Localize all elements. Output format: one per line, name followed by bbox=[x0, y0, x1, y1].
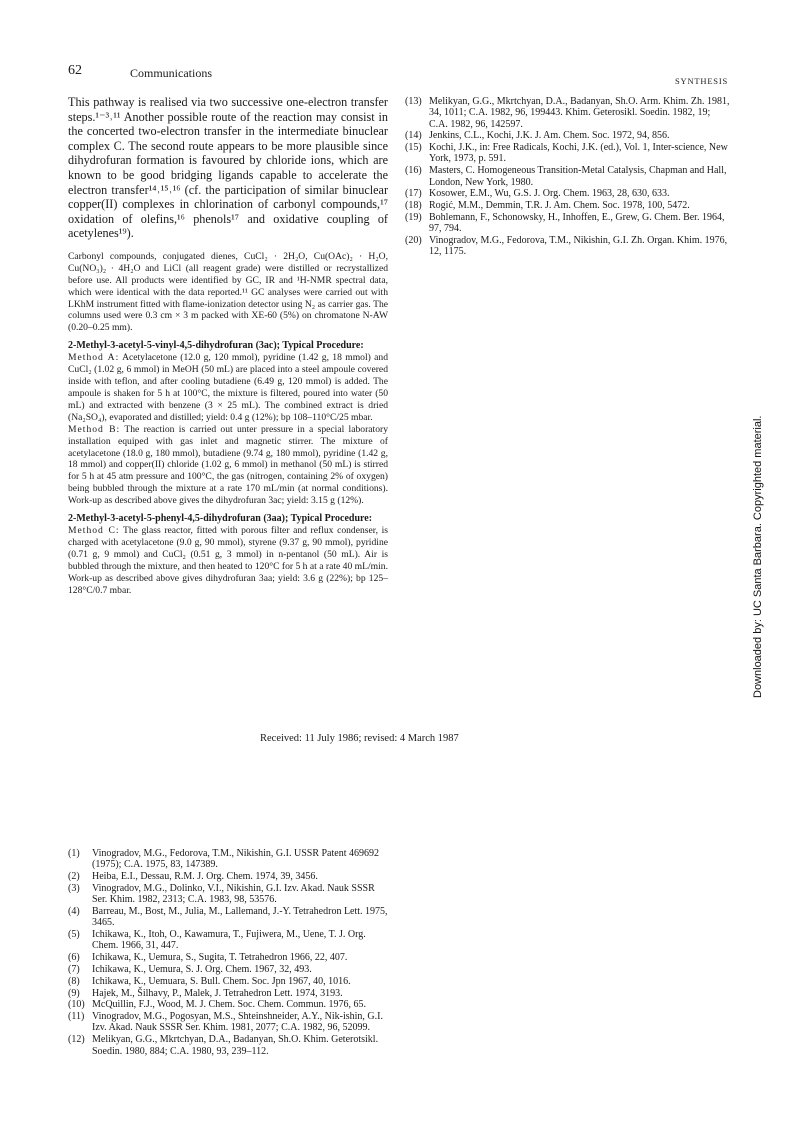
intro-paragraph: This pathway is realised via two successive one-electron transfer steps.¹⁻³˒¹¹ Another possible route of the reaction may consist in the concerted two-electron transfer in the intermediate binuclear complex C. The second route appears to be more plausible since dihydrofuran formation is favoured by chloride ions, which are known to be good bridging ligands capable to accelerate the electron transfer¹⁴˒¹⁵˒¹⁶ (cf. the participation of similar binuclear copper(II) complexes in chlorination of carbonyl compounds,¹⁷ oxidation of olefins,¹⁶ phenols¹⁷ and oxidative coupling of acetylenes¹⁹). bbox=[68, 95, 388, 241]
reference-text: Kochi, J.K., in: Free Radicals, Kochi, J.K. (ed.), Vol. 1, Inter-science, New York, 1973, p. 591. bbox=[429, 142, 728, 165]
reference-item bbox=[68, 906, 390, 929]
experimental-section bbox=[68, 251, 388, 597]
reference-text: McQuillin, F.J., Wood, M. J. Chem. Soc. Chem. Commun. 1976, 65. bbox=[92, 999, 367, 1011]
reference-number: (20) bbox=[405, 235, 422, 247]
section-title: Communications bbox=[130, 66, 212, 80]
method-b-text: The reaction is carried out unter pressure in a special laboratory installation equiped with gas inlet and magnetic stirrer. The mixture of acetylacetone (18.0 g, 180 mmol), butadiene (9.74 g, 180 mmol), pyridine (1.42 g, 18 mmol) and copper(II) chloride (1.02 g, 6 mmol) in methanol (50 mL) is stirred for 5 h at 45 atm pressure and 100°C, the gas (nitrogen, containing 2% of oxygen) being bubbled through the mixture at a rate 170 mL/min (at normal conditions). Work-up as described above gives the dihydrofuran 3ac; yield: 3.15 g (12%). bbox=[68, 423, 388, 507]
reference-item bbox=[68, 964, 390, 975]
reference-item bbox=[405, 212, 730, 235]
reference-number: (8) bbox=[68, 975, 80, 987]
reference-text: Melikyan, G.G., Mkrtchyan, D.A., Badanyan, Sh.O. Khim. Geterotsikl. Soedin. 1980, 884; C.A. 1980, 93, 239–112. bbox=[92, 1034, 379, 1057]
procedure-2-heading: 2-Methyl-3-acetyl-5-phenyl-4,5-dihydrofuran (3aa); Typical Procedure: bbox=[68, 513, 373, 525]
reference-number: (6) bbox=[68, 952, 80, 964]
reference-text: Masters, C. Homogeneous Transition-Metal Catalysis, Chapman and Hall, London, New York, 1980. bbox=[429, 165, 727, 188]
reference-text: Vinogradov, M.G., Fedorova, T.M., Nikishin, G.I. USSR Patent 469692 (1975); C.A. 1975, 83, 147389. bbox=[92, 848, 379, 871]
reference-text: Barreau, M., Bost, M., Julia, M., Lallemand, J.-Y. Tetrahedron Lett. 1975, 3465. bbox=[92, 905, 388, 929]
journal-name: SYNTHESIS bbox=[674, 76, 728, 86]
reference-item bbox=[68, 1034, 390, 1057]
reference-item bbox=[405, 142, 730, 165]
reference-number: (2) bbox=[68, 871, 80, 883]
reference-number: (18) bbox=[405, 200, 422, 212]
reference-text: Vinogradov, M.G., Fedorova, T.M., Nikishin, G.I. Zh. Organ. Khim. 1976, 12, 1175. bbox=[429, 235, 728, 258]
reference-number: (16) bbox=[405, 165, 422, 177]
left-column bbox=[68, 95, 388, 597]
reference-number: (14) bbox=[405, 130, 422, 142]
reference-number: (12) bbox=[68, 1034, 85, 1046]
method-c-paragraph bbox=[68, 525, 388, 596]
reference-text: Melikyan, G.G., Mkrtchyan, D.A., Badanyan, Sh.O. Arm. Khim. Zh. 1981, 34, 1011; C.A. 1982, 96, 199443. Khim. Geterosikl. Soedin. 1982, 19; C.A. 1982, 96, 142597. bbox=[429, 96, 730, 130]
reference-text: Heiba, E.I., Dessau, R.M. J. Org. Chem. 1974, 39, 3456. bbox=[92, 871, 318, 883]
procedure-1-heading: 2-Methyl-3-acetyl-5-vinyl-4,5-dihydrofuran (3ac); Typical Procedure: bbox=[68, 340, 364, 352]
reference-item bbox=[68, 871, 390, 882]
intro-section bbox=[68, 95, 388, 241]
reference-number: (3) bbox=[68, 882, 80, 894]
reference-text: Ichikawa, K., Itoh, O., Kawamura, T., Fujiwera, M., Uene, T. J. Org. Chem. 1966, 31, 447. bbox=[92, 929, 366, 952]
reference-item bbox=[405, 165, 730, 188]
experimental-paragraph: Carbonyl compounds, conjugated dienes, CuCl₂ · 2H₂O, Cu(OAc)₂ · H₂O, Cu(NO₃)₂ · 4H₂O and LiCl (all reagent grade) were distilled or recrystallized before use. All products were identified by GC, IR and ¹H-NMR spectral data, which were identical with the data reported.¹¹ GC analyses were carried out with LKhM instrument fitted with flame-ionization detector using N₂ as carrier gas. The columns used were 0.3 cm × 3 m packed with XE-60 (5%) on chromatone N-AW (0.20–0.25 mm). bbox=[68, 250, 388, 334]
reference-item bbox=[405, 188, 730, 199]
reference-item bbox=[68, 1011, 390, 1034]
reference-number: (17) bbox=[405, 188, 422, 200]
bottom-left-references bbox=[68, 848, 390, 1057]
reference-text: Jenkins, C.L., Kochi, J.K. J. Am. Chem. Soc. 1972, 94, 856. bbox=[429, 130, 670, 142]
reference-item bbox=[68, 988, 390, 999]
reference-item bbox=[68, 952, 390, 963]
method-b-paragraph bbox=[68, 424, 388, 507]
received-date: Received: 11 July 1986; revised: 4 March 1987 bbox=[260, 733, 459, 744]
reference-number: (19) bbox=[405, 211, 422, 223]
reference-text: Vinogradov, M.G., Pogosyan, M.S., Shteinshneider, A.Y., Nik-ishin, G.I. Izv. Akad. Nauk SSSR Ser. Khim. 1981, 2077; C.A. 1982, 96, 52099. bbox=[92, 1011, 383, 1034]
reference-number: (4) bbox=[68, 905, 80, 917]
reference-number: (5) bbox=[68, 929, 80, 941]
reference-text: Bohlemann, F., Schonowsky, H., Inhoffen, E., Grew, G. Chem. Ber. 1964, 97, 794. bbox=[429, 211, 725, 235]
reference-text: Hajek, M., Šilhavy, P., Malek, J. Tetrahedron Lett. 1974, 3193. bbox=[92, 987, 343, 999]
reference-item bbox=[68, 848, 390, 871]
reference-text: Ichikawa, K., Uemuara, S. Bull. Chem. Soc. Jpn 1967, 40, 1016. bbox=[92, 975, 351, 987]
method-a-paragraph bbox=[68, 352, 388, 423]
download-notice-text: Downloaded by: UC Santa Barbara. Copyrighted material. bbox=[752, 415, 764, 698]
reference-text: Vinogradov, M.G., Dolinko, V.I., Nikishin, G.I. Izv. Akad. Nauk SSSR Ser. Khim. 1982, 2313; C.A. 1983, 98, 53576. bbox=[92, 882, 375, 906]
reference-item bbox=[405, 96, 730, 130]
reference-text: Rogić, M.M., Demmin, T.R. J. Am. Chem. Soc. 1978, 100, 5472. bbox=[429, 200, 690, 212]
reference-item bbox=[68, 976, 390, 987]
right-column bbox=[405, 96, 730, 258]
reference-item bbox=[405, 235, 730, 258]
reference-number: (10) bbox=[68, 999, 85, 1011]
reference-list-right bbox=[405, 96, 730, 258]
reference-number: (11) bbox=[68, 1011, 85, 1023]
reference-item bbox=[405, 200, 730, 211]
method-c-text: The glass reactor, fitted with porous filter and reflux condenser, is charged with acetylacetone (9.0 g, 90 mmol), styrene (9.37 g, 90 mmol), pyridine (0.71 g, 9 mmol) and CuCl₂ (0.51 g, 3 mmol) in n-pentanol (50 mL). Air is bubbled through the mixture, and then heated to 120°C for 5 h at a rate 40 mL/min. Work-up as described above gives dihydrofuran 3aa; yield: 3.6 g (22%); bp 125–128°C/0.7 mbar. bbox=[68, 525, 388, 596]
reference-number: (13) bbox=[405, 96, 422, 107]
method-a-label: Method A: bbox=[68, 352, 120, 364]
page-number: 62 bbox=[68, 63, 82, 78]
reference-item bbox=[68, 999, 390, 1010]
method-c-label: Method C: bbox=[68, 525, 120, 537]
reference-number: (7) bbox=[68, 963, 80, 975]
reference-item bbox=[68, 929, 390, 952]
method-a-text: Acetylacetone (12.0 g, 120 mmol), pyridine (1.42 g, 18 mmol) and CuCl₂ (1.02 g, 6 mmol) in MeOH (50 mL) are placed into a steel ampoule covered inside with teflon, and after cooling butadiene (6.49 g, 120 mmol) is added. The ampoule is shaken for 5 h at 100°C, the mixture is filtered, poured into water (50 mL) and extracted with benzene (3 × 25 mL). The combined extract is dried (Na₂SO₄), evaporated and distilled; yield: 0.4 g (12%); bp 108–110°C/25 mbar. bbox=[68, 352, 389, 423]
reference-item bbox=[405, 130, 730, 141]
reference-list-left bbox=[68, 848, 390, 1057]
method-b-label: Method B: bbox=[68, 423, 121, 435]
reference-number: (15) bbox=[405, 142, 422, 154]
reference-text: Kosower, E.M., Wu, G.S. J. Org. Chem. 1963, 28, 630, 633. bbox=[429, 188, 670, 200]
reference-item bbox=[68, 883, 390, 906]
reference-number: (9) bbox=[68, 987, 80, 999]
reference-text: Ichikawa, K., Uemura, S., Sugita, T. Tetrahedron 1966, 22, 407. bbox=[92, 952, 348, 964]
reference-number: (1) bbox=[68, 848, 80, 859]
reference-text: Ichikawa, K., Uemura, S. J. Org. Chem. 1967, 32, 493. bbox=[92, 963, 312, 975]
